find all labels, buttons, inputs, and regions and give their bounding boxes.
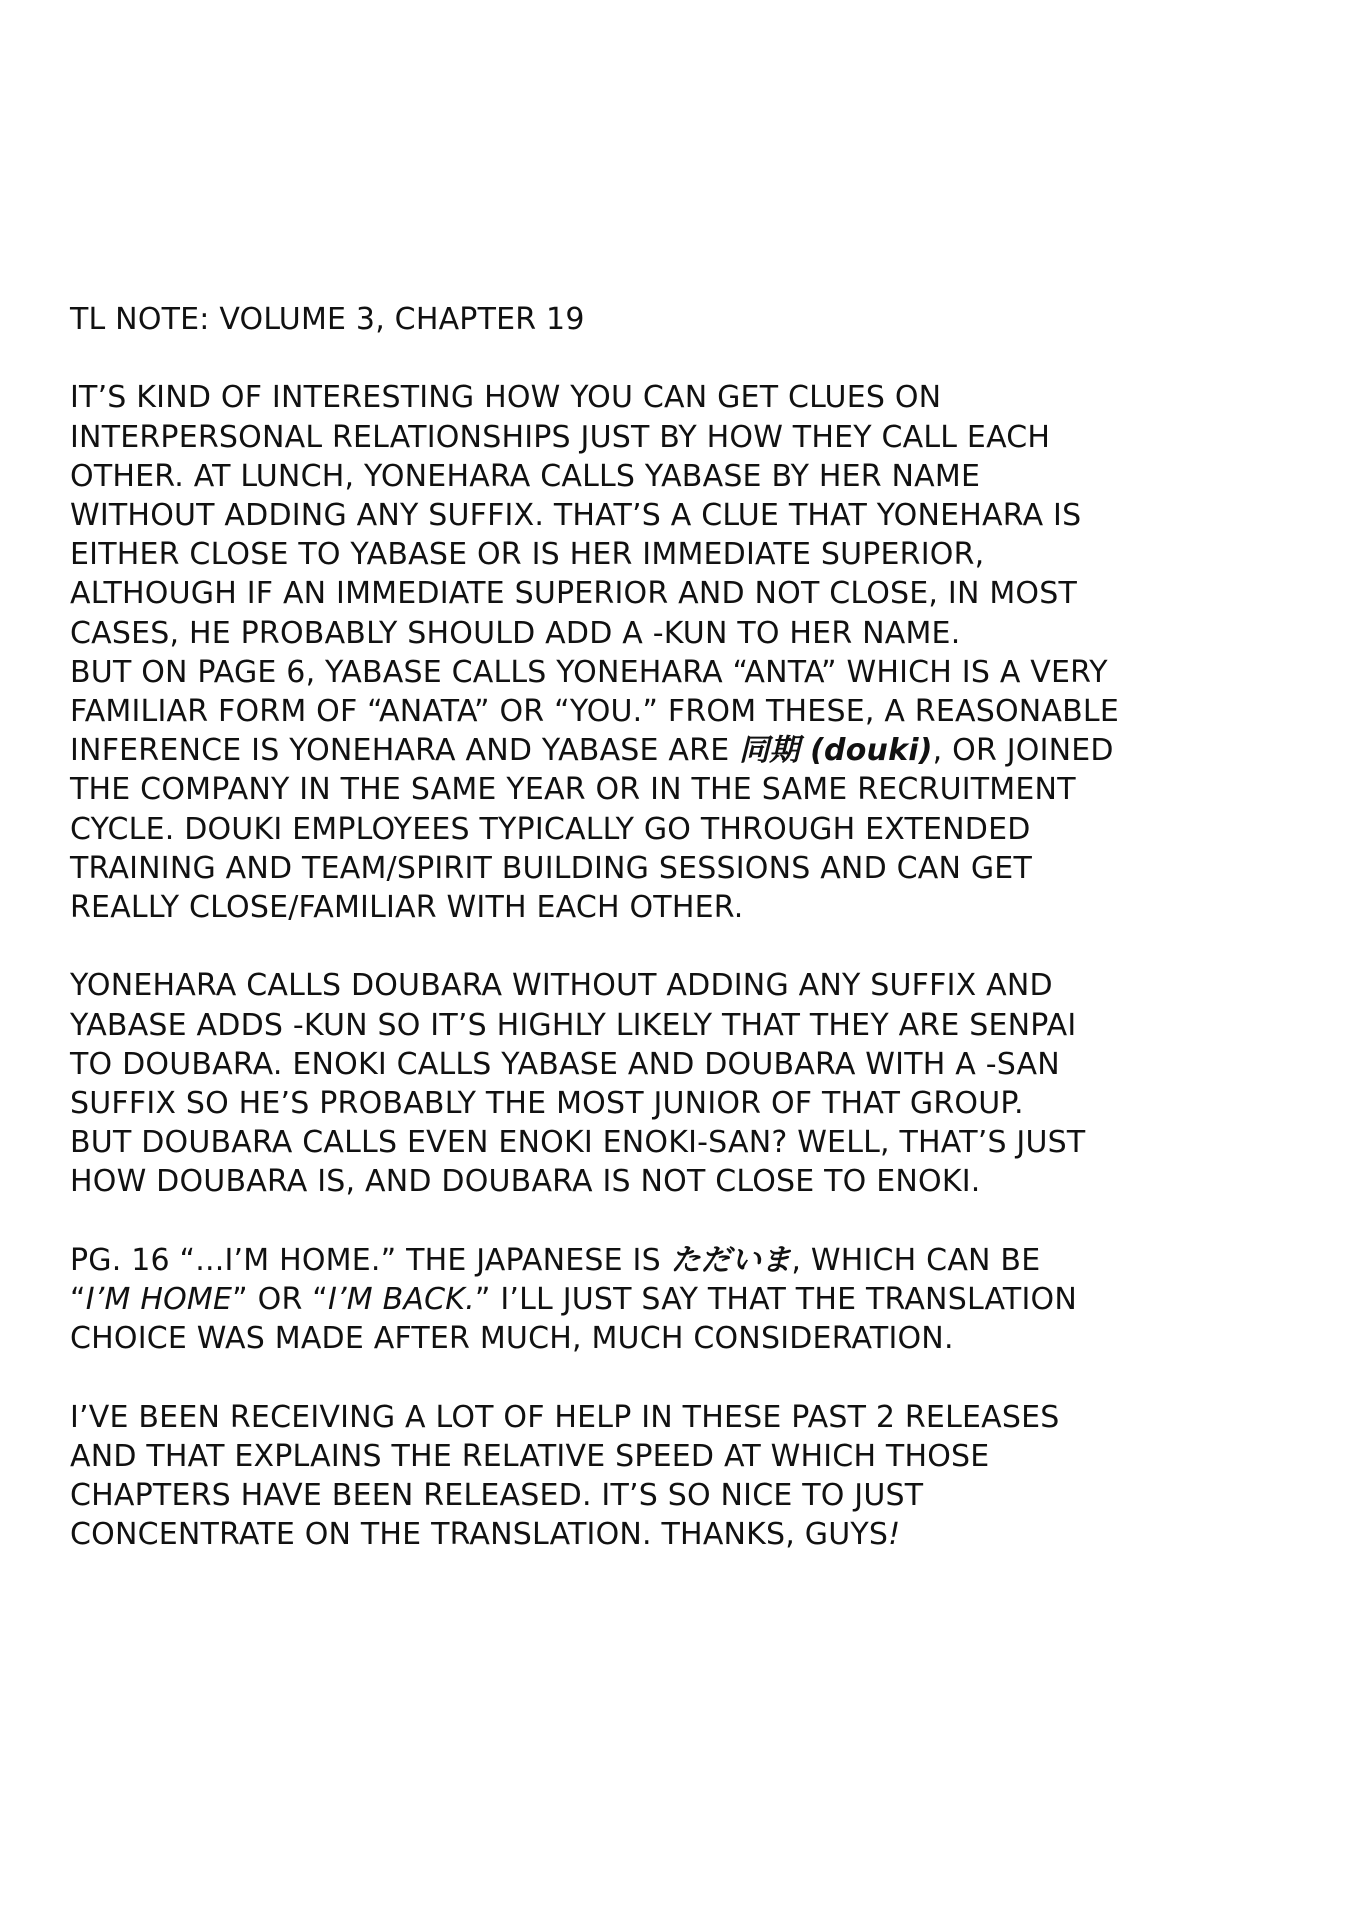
text-segment: CONCENTRATE ON THE TRANSLATION. THANKS, GUYS bbox=[70, 1517, 889, 1553]
text-line bbox=[70, 731, 1300, 770]
text-segment: INFERENCE IS YONEHARA AND YABASE ARE bbox=[70, 733, 740, 769]
emphasis-text: I’M HOME bbox=[85, 1282, 233, 1318]
text-line: FAMILIAR FORM OF “ANATA” OR “YOU.” FROM THESE, A REASONABLE bbox=[70, 694, 1119, 730]
japanese-term: 同期 bbox=[739, 733, 800, 769]
text-segment: ” OR “ bbox=[232, 1282, 328, 1318]
text-segment: , OR JOINED bbox=[932, 733, 1114, 769]
text-segment: , WHICH CAN BE bbox=[791, 1242, 1041, 1278]
text-line: CHAPTERS HAVE BEEN RELEASED. IT’S SO NICE TO JUST bbox=[70, 1478, 924, 1514]
text-line: REALLY CLOSE/FAMILIAR WITH EACH OTHER. bbox=[70, 890, 744, 926]
text-line: SUFFIX SO HE’S PROBABLY THE MOST JUNIOR OF THAT GROUP. bbox=[70, 1086, 1024, 1122]
text-line: EITHER CLOSE TO YABASE OR IS HER IMMEDIATE SUPERIOR, bbox=[70, 537, 985, 573]
paragraph-senpai bbox=[70, 966, 1300, 1201]
emphasis-text: ! bbox=[888, 1517, 901, 1553]
text-line bbox=[70, 1241, 1300, 1280]
text-line: WITHOUT ADDING ANY SUFFIX. THAT’S A CLUE THAT YONEHARA IS bbox=[70, 498, 1082, 533]
text-line: BUT ON PAGE 6, YABASE CALLS YONEHARA “ANTA” WHICH IS A VERY bbox=[70, 654, 1108, 690]
text-segment: PG. 16 “...I’M HOME.” THE JAPANESE IS bbox=[70, 1242, 671, 1278]
text-line: YONEHARA CALLS DOUBARA WITHOUT ADDING ANY SUFFIX AND bbox=[70, 968, 1053, 1004]
paragraph-honorifics bbox=[70, 378, 1300, 927]
emphasis-text: I’M BACK. bbox=[328, 1282, 475, 1318]
text-line: YABASE ADDS -KUN SO IT’S HIGHLY LIKELY THAT THEY ARE SENPAI bbox=[70, 1007, 1077, 1043]
text-line: TO DOUBARA. ENOKI CALLS YABASE AND DOUBARA WITH A -SAN bbox=[70, 1046, 1060, 1082]
text-line: IT’S KIND OF INTERESTING HOW YOU CAN GET CLUES ON bbox=[70, 380, 942, 416]
text-line: ALTHOUGH IF AN IMMEDIATE SUPERIOR AND NOT CLOSE, IN MOST bbox=[70, 576, 1077, 612]
text-line: BUT DOUBARA CALLS EVEN ENOKI ENOKI-SAN? WELL, THAT’S JUST bbox=[70, 1125, 1086, 1161]
text-line: I’VE BEEN RECEIVING A LOT OF HELP IN THESE PAST 2 RELEASES bbox=[70, 1399, 1060, 1435]
text-line: CYCLE. DOUKI EMPLOYEES TYPICALLY GO THROUGH EXTENDED bbox=[70, 811, 1031, 847]
text-line: INTERPERSONAL RELATIONSHIPS JUST BY HOW THEY CALL EACH bbox=[70, 419, 1051, 455]
text-line: THE COMPANY IN THE SAME YEAR OR IN THE SAME RECRUITMENT bbox=[70, 772, 1076, 808]
text-line: CHOICE WAS MADE AFTER MUCH, MUCH CONSIDERATION. bbox=[70, 1321, 954, 1357]
text-line: TRAINING AND TEAM/SPIRIT BUILDING SESSIONS AND CAN GET bbox=[70, 850, 1032, 886]
text-line: AND THAT EXPLAINS THE RELATIVE SPEED AT WHICH THOSE bbox=[70, 1438, 990, 1474]
note-title: TL NOTE: VOLUME 3, CHAPTER 19 bbox=[70, 302, 585, 337]
paragraph-tadaima bbox=[70, 1241, 1300, 1359]
text-segment: ” I’LL JUST SAY THAT THE TRANSLATION bbox=[474, 1282, 1077, 1318]
translator-note bbox=[70, 300, 1300, 1594]
text-line bbox=[70, 1515, 1300, 1554]
text-line bbox=[70, 1280, 1300, 1319]
text-line: OTHER. AT LUNCH, YONEHARA CALLS YABASE BY HER NAME bbox=[70, 458, 981, 494]
text-line: CASES, HE PROBABLY SHOULD ADD A -KUN TO HER NAME. bbox=[70, 615, 961, 651]
romaji-term: (douki) bbox=[799, 733, 933, 769]
japanese-term: ただいま bbox=[670, 1242, 792, 1278]
text-line: HOW DOUBARA IS, AND DOUBARA IS NOT CLOSE TO ENOKI. bbox=[70, 1164, 981, 1200]
paragraph-thanks bbox=[70, 1398, 1300, 1555]
text-segment: “ bbox=[70, 1282, 86, 1318]
